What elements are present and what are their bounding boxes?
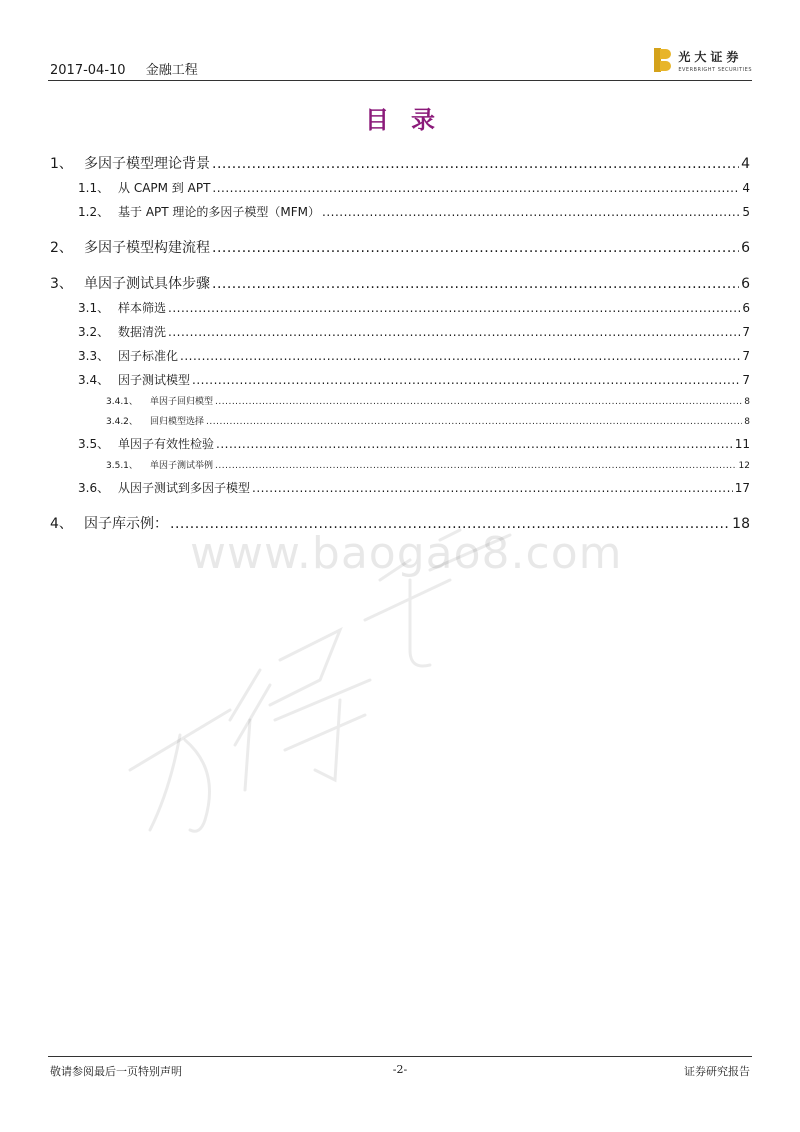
toc-title: 目录 bbox=[365, 106, 457, 134]
report-date: 2017-04-10 bbox=[50, 63, 126, 78]
everbright-logo-icon bbox=[654, 48, 672, 72]
toc-entry-2[interactable]: 2、 多因子模型构建流程 ..... 6 bbox=[50, 236, 750, 260]
toc-entry-3-1[interactable]: 3.1、 样本筛选 ..... 6 bbox=[50, 296, 750, 320]
toc-entry-3-5-1[interactable]: 3.5.1、 单因子测试举例 ..... 12 bbox=[50, 456, 750, 476]
toc-entry-1-2[interactable]: 1.2、 基于 APT 理论的多因子模型（MFM） ..... 5 bbox=[50, 200, 750, 224]
header-meta bbox=[50, 59, 214, 78]
report-category: 金融工程 bbox=[145, 63, 198, 78]
toc-entry-1[interactable]: 1、 多因子模型理论背景 ..... 4 bbox=[50, 152, 750, 176]
logo-name-en: EVERBRIGHT SECURITIES bbox=[678, 67, 752, 73]
watermark-calligraphy-icon bbox=[110, 520, 530, 860]
toc-entry-1-1[interactable]: 1.1、 从 CAPM 到 APT ..... 4 bbox=[50, 176, 750, 200]
toc-entry-3-4[interactable]: 3.4、 因子测试模型 ..... 7 bbox=[50, 368, 750, 392]
toc-entry-3[interactable]: 3、 单因子测试具体步骤 ..... 6 bbox=[50, 272, 750, 296]
logo-name-cn: 光大证券 bbox=[678, 50, 743, 64]
toc-entry-3-5[interactable]: 3.5、 单因子有效性检验 ..... 11 bbox=[50, 432, 750, 456]
toc-entry-3-4-1[interactable]: 3.4.1、 单因子回归模型 ..... 8 bbox=[50, 392, 750, 412]
toc-entry-3-2[interactable]: 3.2、 数据清洗 ..... 7 bbox=[50, 320, 750, 344]
toc-entry-4[interactable]: 4、 因子库示例： ..... 18 bbox=[50, 512, 750, 536]
table-of-contents bbox=[50, 152, 750, 536]
page-header bbox=[48, 44, 752, 81]
page-footer bbox=[48, 1056, 752, 1079]
toc-entry-3-3[interactable]: 3.3、 因子标准化 ..... 7 bbox=[50, 344, 750, 368]
footer-disclaimer: 敬请参阅最后一页特别声明 bbox=[50, 1065, 182, 1078]
watermark-text: www.baogao8.com bbox=[190, 528, 623, 579]
company-logo bbox=[654, 48, 752, 76]
toc-entry-3-4-2[interactable]: 3.4.2、 回归模型选择 ..... 8 bbox=[50, 412, 750, 432]
toc-entry-3-6[interactable]: 3.6、 从因子测试到多因子模型 ..... 17 bbox=[50, 476, 750, 500]
page-number: -2- bbox=[392, 1063, 408, 1076]
footer-report-type: 证券研究报告 bbox=[684, 1065, 750, 1078]
